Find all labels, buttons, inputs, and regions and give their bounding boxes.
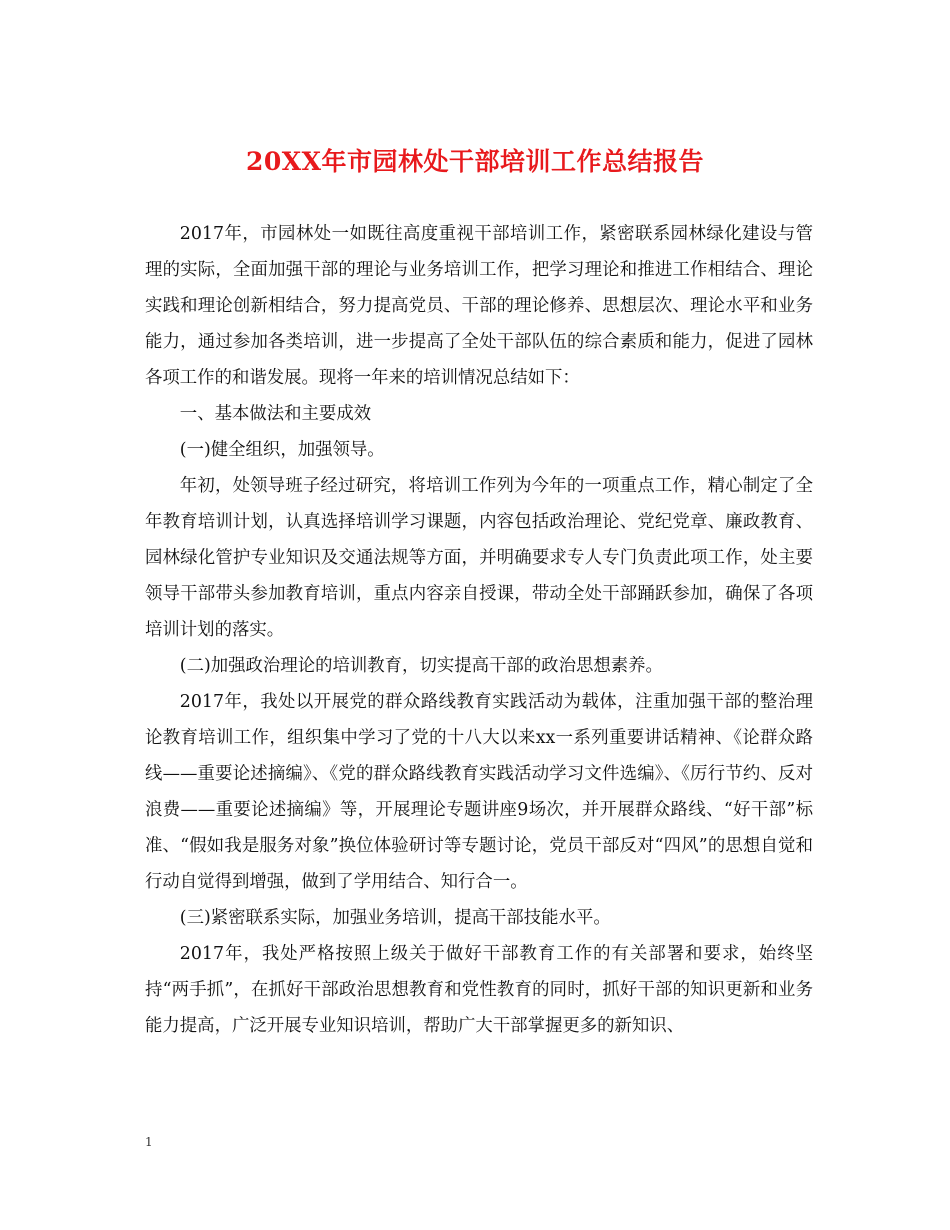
subheading-business-training: (三)紧密联系实际，加强业务培训，提高干部技能水平。 xyxy=(179,908,611,928)
paragraph-intro: 2017年，市园林处一如既往高度重视干部培训工作，紧密联系园林绿化建设与管理的实际，全面加强干部的理论与业务培训工作，把学习理论和推进工作相结合、理论实践和理论创新相结合，努力提高党员、干部的理论修养、思想层次、理论水平和业务能力，通过参加各类培训，进一步提高了全处干部队伍的综合素质和能力，促进了园林各项工作的和谐发展。现将一年来的培训情况总结如下： xyxy=(145,224,813,388)
document-title: 20XX年市园林处干部培训工作总结报告 xyxy=(245,147,705,176)
subheading-organization: (一)健全组织，加强领导。 xyxy=(179,440,385,460)
paragraph-organization: 年初，处领导班子经过研究，将培训工作列为今年的一项重点工作，精心制定了全年教育培训计划，认真选择培训学习课题，内容包括政治理论、党纪党章、廉政教育、园林绿化管护专业知识及交通法规等方面，并明确要求专人专门负责此项工作，处主要领导干部带头参加教育培训，重点内容亲自授课，带动全处干部踊跃参加，确保了各项培训计划的落实。 xyxy=(145,476,813,640)
document-body xyxy=(145,216,813,1044)
page-number: 1 xyxy=(145,1135,153,1149)
paragraph-business-training: 2017年，我处严格按照上级关于做好干部教育工作的有关部署和要求，始终坚持“两手抓”，在抓好干部政治思想教育和党性教育的同时，抓好干部的知识更新和业务能力提高，广泛开展专业知识培训，帮助广大干部掌握更多的新知识、 xyxy=(145,944,813,1036)
subheading-political-theory: (二)加强政治理论的培训教育，切实提高干部的政治思想素养。 xyxy=(179,656,663,676)
section-heading-basic-practices: 一、基本做法和主要成效 xyxy=(179,404,372,424)
paragraph-political-theory: 2017年，我处以开展党的群众路线教育实践活动为载体，注重加强干部的整治理论教育培训工作，组织集中学习了党的十八大以来xx一系列重要讲话精神、《论群众路线——重要论述摘编》、《党的群众路线教育实践活动学习文件选编》、《厉行节约、反对浪费——重要论述摘编》等，开展理论专题讲座9场次，并开展群众路线、“好干部”标准、“假如我是服务对象”换位体验研讨等专题讨论，党员干部反对“四风”的思想自觉和行动自觉得到增强，做到了学用结合、知行合一。 xyxy=(145,692,813,892)
